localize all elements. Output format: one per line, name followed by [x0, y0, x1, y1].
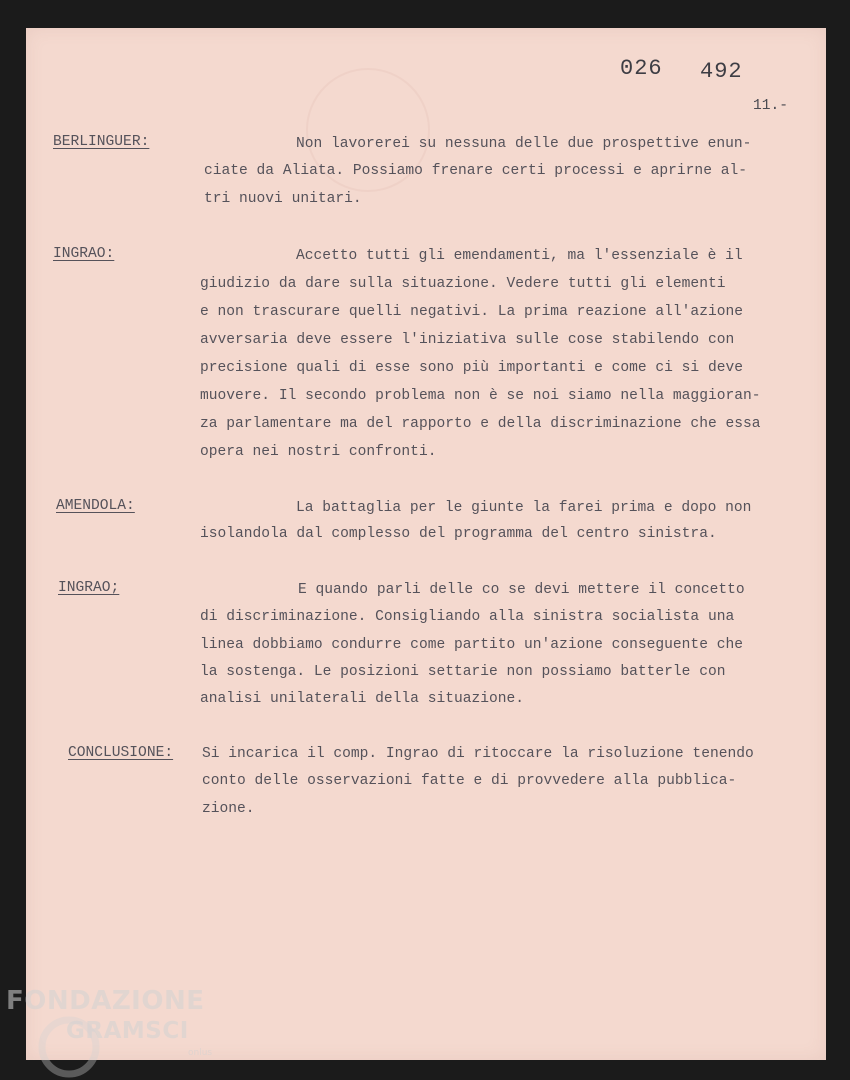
ingrao-line-6: muovere. Il secondo problema non è se noi siamo nella maggioran-: [200, 388, 761, 404]
ingrao-line-3: e non trascurare quelli negativi. La prima reazione all'azione: [200, 304, 743, 320]
berlinguer-line-1: Non lavorerei su nessuna delle due prospettive enun-: [296, 136, 752, 152]
ingrao2-line-5: analisi unilaterali della situazione.: [200, 691, 525, 707]
ingrao2-line-3: linea dobbiamo condurre come partito un'azione conseguente che: [200, 637, 743, 653]
speaker-berlinguer: BERLINGUER:: [53, 134, 150, 150]
berlinguer-line-3: tri nuovi unitari.: [204, 191, 362, 207]
amendola-line-1: La battaglia per le giunte la farei prima e dopo non: [296, 500, 752, 516]
conclusione-line-3: zione.: [202, 801, 255, 817]
berlinguer-line-2: ciate da Aliata. Possiamo frenare certi processi e aprirne al-: [204, 163, 747, 179]
ingrao-line-7: za parlamentare ma del rapporto e della discriminazione che essa: [200, 416, 761, 432]
conclusione-line-2: conto delle osservazioni fatte e di provvedere alla pubblica-: [202, 773, 737, 789]
ingrao-line-1: Accetto tutti gli emendamenti, ma l'essenziale è il: [296, 248, 743, 264]
watermark-line-3: onlus: [188, 1048, 213, 1058]
page-code-left: 026: [620, 56, 663, 81]
watermark-line-1: FONDAZIONE: [6, 986, 205, 1016]
page-code-right: 492: [700, 59, 743, 84]
speaker-amendola: AMENDOLA:: [56, 498, 135, 514]
watermark-line-2: GRAMSCI: [66, 1018, 189, 1044]
conclusione-line-1: Si incarica il comp. Ingrao di ritoccare la risoluzione tenendo: [202, 746, 754, 762]
speaker-conclusione: CONCLUSIONE:: [68, 745, 174, 761]
page-sub-number: 11.-: [753, 98, 789, 114]
ingrao2-line-4: la sostenga. Le posizioni settarie non possiamo batterle con: [200, 664, 726, 680]
ingrao-line-8: opera nei nostri confronti.: [200, 444, 437, 460]
speaker-ingrao: INGRAO:: [53, 246, 115, 262]
ingrao2-line-1: E quando parli delle co se devi mettere il concetto: [298, 582, 745, 598]
paper-sheet: [26, 28, 826, 1060]
amendola-line-2: isolandola dal complesso del programma del centro sinistra.: [200, 526, 717, 542]
ingrao-line-4: avversaria deve essere l'iniziativa sulle cose stabilendo con: [200, 332, 735, 348]
ingrao-line-5: precisione quali di esse sono più importanti e come ci si deve: [200, 360, 743, 376]
speaker-ingrao-2: INGRAO;: [58, 580, 120, 596]
ingrao-line-2: giudizio da dare sulla situazione. Vedere tutti gli elementi: [200, 276, 726, 292]
ingrao2-line-2: di discriminazione. Consigliando alla sinistra socialista una: [200, 609, 735, 625]
